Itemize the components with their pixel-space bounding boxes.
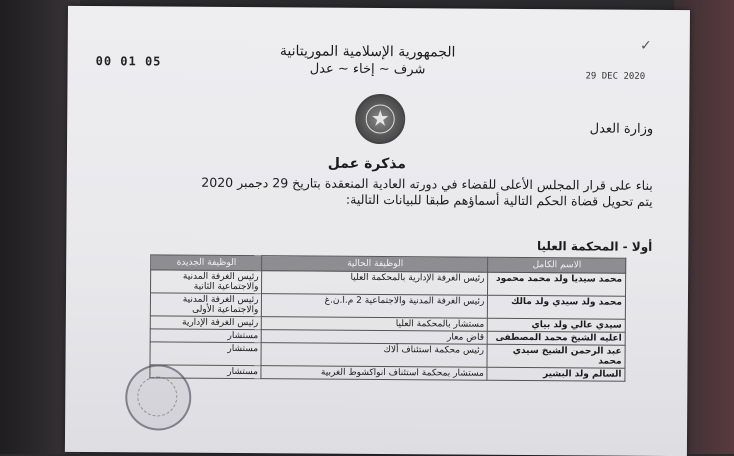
cell-name: السالم ولد البشير: [487, 367, 625, 381]
document-page: [65, 6, 690, 456]
table-row: [150, 342, 625, 368]
table-row: [151, 270, 626, 296]
cell-current: قاض معار: [262, 330, 488, 345]
memo-title: مذكرة عمل: [327, 155, 407, 173]
cell-new: رئيس الغرفة الإدارية: [150, 316, 262, 330]
republic-name: الجمهورية الإسلامية الموريتانية: [279, 43, 456, 61]
cell-current: رئيس الغرفة الإدارية بالمحكمة العليا: [262, 271, 488, 296]
cell-new: رئيس الغرفة المدنية والاجتماعية الأولى: [150, 293, 262, 317]
cell-name: اعليه الشيخ محمد المصطفى: [488, 331, 626, 345]
check-mark-icon: ✓: [639, 37, 652, 54]
cell-current: مستشار بالمحكمة العليا: [262, 317, 488, 332]
cell-current: مستشار بمحكمة استئناف انواكشوط الغربية: [261, 366, 487, 381]
motto: شرف ~ إخاء ~ عدل: [309, 61, 426, 78]
cell-new: مستشار: [150, 342, 262, 366]
cell-name: محمد سيديا ولد محمد محمود: [488, 272, 626, 296]
cell-current: رئيس الغرفة المدنية والاجتماعية 2 م.ا.ن.غ: [262, 294, 488, 319]
header-new-position: الوظيفة الجديدة: [151, 255, 263, 271]
national-emblem-icon: [355, 94, 405, 144]
memo-line-2: يتم تحويل قضاة الحكم التالية أسماؤهم طبقا للبيانات التالية:: [345, 191, 653, 209]
cell-new: رئيس الغرفة المدنية والاجتماعية الثانية: [151, 270, 263, 294]
cell-name: سيدي عالي ولد بياي: [488, 318, 626, 332]
memo-line-1: بناء على قرار المجلس الأعلى للقضاء في دورته العادية المنعقدة بتاريخ 29 دجمبر 2020: [201, 174, 653, 193]
header-current-position: الوظيفة الحالية: [262, 256, 488, 273]
header-name: الاسم الكامل: [488, 257, 626, 273]
cell-name: عبد الرحمن الشيخ سيدي محمد: [487, 344, 625, 368]
cell-new: مستشار: [150, 329, 262, 343]
official-seal-stamp-icon: [125, 364, 191, 430]
table-row: [150, 365, 625, 381]
cell-current: رئيس محكمة استئناف ألاك: [261, 343, 487, 368]
section-heading: أولا - المحكمة العليا: [536, 239, 653, 254]
table-row: [150, 293, 625, 319]
cell-name: محمد ولد سيدي ولد مالك: [488, 295, 626, 319]
ministry-name: وزارة العدل: [589, 121, 654, 137]
assignment-table: [149, 254, 626, 381]
serial-number: 00 01 05: [95, 54, 162, 69]
cell-new: مستشار: [150, 365, 262, 379]
date-stamp: 29 DEC 2020: [585, 71, 646, 82]
